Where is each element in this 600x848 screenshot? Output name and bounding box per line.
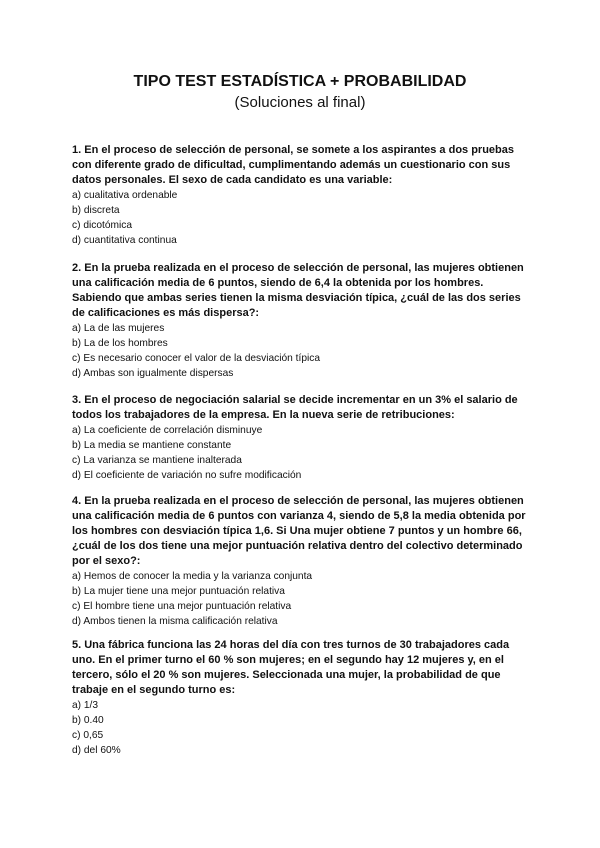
question-4 [72,494,532,629]
answer-option-a: a) cualitativa ordenable [72,190,178,201]
answer-option-a: a) La coeficiente de correlación disminuye [72,425,263,436]
document-subtitle: (Soluciones al final) [234,94,366,111]
answer-options [72,698,532,758]
answer-option-b: b) La mujer tiene una mejor puntuación relativa [72,586,285,597]
answer-options [72,321,532,381]
answer-options [72,423,532,483]
answer-option-b: b) 0.40 [72,715,104,726]
answer-option-a: a) Hemos de conocer la media y la varianza conjunta [72,571,313,582]
answer-option-b: b) La de los hombres [72,338,168,349]
answer-option-c: c) 0,65 [72,730,104,741]
answer-option-b: b) La media se mantiene constante [72,440,232,451]
document-title: TIPO TEST ESTADÍSTICA + PROBABILIDAD [133,73,467,90]
answer-option-c: c) dicotómica [72,220,133,231]
answer-option-a: a) La de las mujeres [72,323,165,334]
question-text: 2. En la prueba realizada en el proceso de selección de personal, las mujeres obtienen una calificación media de 6 puntos, siendo de 6,4 la obtenida por los hombres. Sabiendo que ambas series tienen la misma desviación típica, ¿cuál de las dos series de calificaciones es más dispersa?: [72,262,524,319]
question-text: 1. En el proceso de selección de personal, se somete a los aspirantes a dos pruebas con diferente grado de dificultad, cumplimentando además un cuestionario con sus datos personales. El sexo de cada candidato es una variable: [72,144,515,186]
answer-options [72,569,532,629]
answer-options [72,188,532,248]
answer-option-c: c) Es necesario conocer el valor de la desviación típica [72,353,321,364]
answer-option-d: d) Ambos tienen la misma calificación relativa [72,616,278,627]
question-2 [72,261,532,381]
answer-option-d: d) del 60% [72,745,121,756]
question-3 [72,393,532,483]
answer-option-c: c) La varianza se mantiene inalterada [72,455,242,466]
question-1 [72,143,532,248]
answer-option-d: d) El coeficiente de variación no sufre modificación [72,470,302,481]
question-text: 5. Una fábrica funciona las 24 horas del día con tres turnos de 30 trabajadores cada uno. En el primer turno el 60 % son mujeres; en el segundo hay 12 mujeres y, en el tercero, sólo el 20 % son mujeres. Seleccionada una mujer, la probabilidad de que trabaje en el segundo turno es: [72,639,510,696]
answer-option-a: a) 1/3 [72,700,99,711]
answer-option-b: b) discreta [72,205,120,216]
answer-option-d: d) cuantitativa continua [72,235,177,246]
question-text: 3. En el proceso de negociación salarial se decide incrementar en un 3% el salario de todos los trabajadores de la empresa. En la nueva serie de retribuciones: [72,394,518,421]
question-text: 4. En la prueba realizada en el proceso de selección de personal, las mujeres obtienen una calificación media de 6 puntos con varianza 4, siendo de 5,8 la media obtenida por los hombres con desviación típica 1,6. Si Una mujer obtiene 7 puntos y un hombre 66, ¿cuál de los dos tiene una mejor puntuación relativa dentro del colectivo determinado por el sexo?: [72,495,526,567]
question-5 [72,638,532,758]
answer-option-d: d) Ambas son igualmente dispersas [72,368,234,379]
answer-option-c: c) El hombre tiene una mejor puntuación relativa [72,601,292,612]
